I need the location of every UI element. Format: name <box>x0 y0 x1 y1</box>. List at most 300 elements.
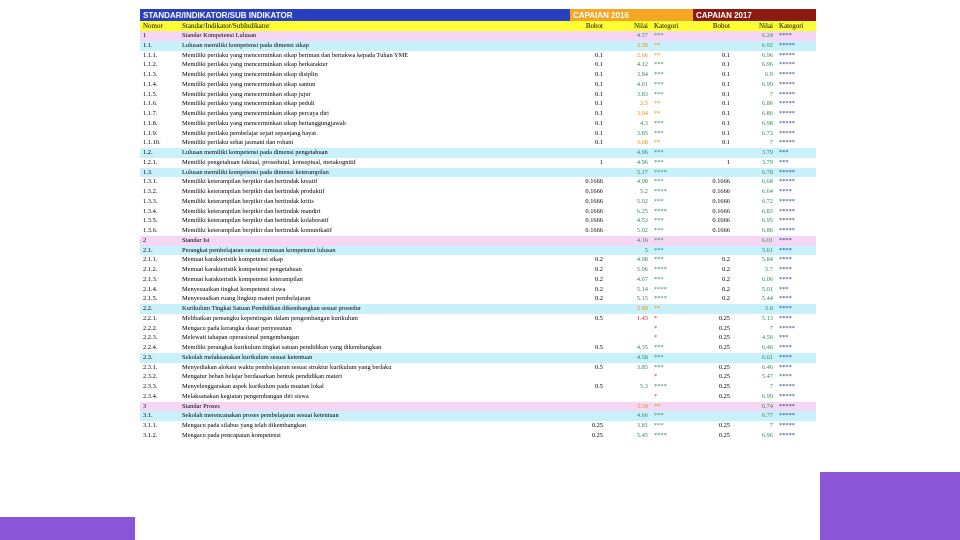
cell-bobot-2017 <box>693 304 733 314</box>
cell-kategori-2017: ***** <box>779 324 795 332</box>
cell-desc: Memiliki perilaku yang mencerminkan sikap santun <box>182 80 316 88</box>
cell-kategori-2016: *** <box>654 246 664 254</box>
cell-kategori-2017: ***** <box>779 110 795 117</box>
cell-nomor: 1.1.8. <box>143 119 158 127</box>
cell-kategori-2017: *** <box>779 158 789 166</box>
cell-desc: Kurikulum Tingkat Satuan Pendidikan dikembangkan sesuai prosedur <box>182 305 361 312</box>
cell-nomor: 1.1.4. <box>143 80 158 88</box>
cell-bobot-2017: 0.1666 <box>712 197 730 205</box>
cell-nilai-2017: 6.74 <box>761 402 773 410</box>
table-row <box>140 314 816 324</box>
table-row <box>140 421 816 431</box>
cell-nilai-2017: 7 <box>769 139 773 147</box>
cell-desc: Memiliki perilaku yang mencerminkan sikap percaya diri <box>182 110 329 117</box>
cell-bobot-2017: 0.1 <box>722 80 730 88</box>
cell-nilai-2017: 6.72 <box>761 197 773 205</box>
cell-nomor: 2.3.1. <box>143 363 158 371</box>
cell-kategori-2017: ***** <box>779 383 795 390</box>
cell-bobot-2016: 0.2 <box>595 256 603 264</box>
cell-nomor: 1.2.1. <box>143 158 158 166</box>
cell-nilai-2016: 4.53 <box>636 217 648 225</box>
cell-bobot-2017: 0.25 <box>718 363 730 371</box>
cell-kategori-2017: **** <box>779 32 792 39</box>
cell-nilai-2017: 6.86 <box>761 227 773 234</box>
cell-nomor: 3.1.1. <box>143 422 158 429</box>
cell-nilai-2017: 6.96 <box>761 431 773 439</box>
cell-nilai-2016: 4.12 <box>636 61 648 69</box>
cell-bobot-2016: 0.2 <box>595 275 603 283</box>
subheader-nilai-2017: Nilai <box>759 22 773 30</box>
cell-bobot-2017: 0.1666 <box>712 207 730 215</box>
cell-bobot-2017: 0.25 <box>718 324 730 332</box>
cell-bobot-2017 <box>693 402 733 412</box>
cell-desc: Standar Kompetensi Lulusan <box>182 32 257 39</box>
cell-nilai-2017: 6.98 <box>761 119 773 127</box>
cell-kategori-2017: **** <box>779 236 792 244</box>
cell-desc: Memiliki keterampilan berpikir dan bertindak kritis <box>182 197 314 205</box>
cell-nilai-2017: 6.92 <box>761 41 773 49</box>
cell-nilai-2017: 6.06 <box>761 275 773 283</box>
table-row <box>140 411 816 421</box>
cell-bobot-2016 <box>570 168 606 178</box>
table-row <box>140 216 816 226</box>
cell-kategori-2017: **** <box>779 188 792 195</box>
cell-bobot-2017 <box>693 236 733 246</box>
cell-nilai-2017: 6.46 <box>761 344 773 351</box>
cell-bobot-2016: 0.5 <box>595 363 603 371</box>
cell-nilai-2016: 4.01 <box>636 80 648 88</box>
cell-nilai-2017: 5.44 <box>761 295 773 303</box>
cell-nomor: 1.1. <box>143 41 153 49</box>
cell-nilai-2016: 5.02 <box>636 197 648 205</box>
cell-nilai-2016: 5.3 <box>640 383 648 390</box>
cell-desc: Memiliki perilaku yang mencerminkan sikap jujur <box>182 90 311 98</box>
cell-nilai-2017: 5.8 <box>765 305 773 312</box>
cell-kategori-2016: ** <box>654 305 661 312</box>
cell-nomor: 1.1.7. <box>143 110 158 117</box>
cell-bobot-2016: 0.1666 <box>585 197 603 205</box>
subheader-nilai-2016: Nilai <box>634 22 648 30</box>
cell-nilai-2017: 6.73 <box>761 129 773 137</box>
cell-bobot-2016 <box>570 411 606 421</box>
cell-desc: Melibatkan pemangku kepentingan dalam pengembangan kurikulum <box>182 314 358 322</box>
cell-nilai-2017: 6.64 <box>761 188 773 195</box>
cell-desc: Memuat karakteristik kompetensi sikap <box>182 256 283 264</box>
cell-bobot-2017: 0.2 <box>722 295 730 303</box>
cell-nilai-2017: 6.46 <box>761 363 773 371</box>
cell-kategori-2017: **** <box>779 373 792 381</box>
cell-nilai-2016: 3.58 <box>636 41 648 49</box>
cell-bobot-2017 <box>693 411 733 421</box>
cell-nilai-2016: 3.68 <box>636 139 648 147</box>
cell-kategori-2017: ***** <box>779 90 795 98</box>
subheader-bobot-2016: Bobot <box>585 22 603 30</box>
cell-nilai-2016: 4.57 <box>636 32 648 39</box>
cell-kategori-2017: **** <box>779 275 792 283</box>
cell-nilai-2016: 3.84 <box>636 71 648 78</box>
cell-kategori-2016: *** <box>654 217 664 225</box>
table-row <box>140 304 816 314</box>
cell-bobot-2016: 0.1 <box>595 119 603 127</box>
cell-kategori-2017: ***** <box>779 392 795 400</box>
cell-bobot-2017 <box>693 148 733 158</box>
cell-desc: Lulusan memiliki kompetensi pada dimensi sikap <box>182 41 309 49</box>
cell-kategori-2016: *** <box>654 71 664 78</box>
cell-kategori-2017: **** <box>779 344 792 351</box>
cell-kategori-2016: *** <box>654 344 664 351</box>
cell-bobot-2016 <box>570 333 606 343</box>
cell-nomor: 3 <box>143 402 147 410</box>
cell-kategori-2016: *** <box>654 90 664 98</box>
cell-kategori-2017: *** <box>779 334 789 342</box>
table-row <box>140 148 816 158</box>
cell-kategori-2016: **** <box>654 266 667 273</box>
cell-bobot-2016: 0.1 <box>595 71 603 78</box>
cell-bobot-2016 <box>570 236 606 246</box>
cell-kategori-2016: *** <box>654 363 664 371</box>
cell-kategori-2016: ** <box>654 110 661 117</box>
cell-desc: Melewati tahapan operasional pengembangan <box>182 334 299 342</box>
cell-bobot-2017: 0.1 <box>722 61 730 69</box>
cell-nilai-2016: 4.16 <box>636 236 648 244</box>
cell-nomor: 2 <box>143 236 147 244</box>
table-row <box>140 333 816 343</box>
table-row <box>140 275 816 285</box>
cell-kategori-2016: *** <box>654 32 664 39</box>
cell-kategori-2017: ***** <box>779 41 795 49</box>
cell-nomor: 2.3.4. <box>143 392 158 400</box>
cell-nomor: 1 <box>143 32 147 39</box>
cell-kategori-2017: **** <box>779 363 792 371</box>
cell-nilai-2016: 6.25 <box>636 207 648 215</box>
table-header-main <box>140 9 816 21</box>
cell-bobot-2016: 0.2 <box>595 285 603 293</box>
cell-nilai-2017: 3.79 <box>761 149 773 156</box>
cell-bobot-2016: 0.1666 <box>585 207 603 215</box>
cell-desc: Memiliki keterampilan berpikir dan bertindak produktif <box>182 188 325 195</box>
cell-bobot-2016 <box>570 148 606 158</box>
cell-kategori-2017: ***** <box>779 402 795 410</box>
cell-nilai-2017: 6.83 <box>761 207 773 215</box>
cell-bobot-2016 <box>570 392 606 402</box>
table-row <box>140 158 816 168</box>
cell-nilai-2017: 5.84 <box>761 256 773 264</box>
cell-nomor: 2.2.4. <box>143 344 158 351</box>
cell-bobot-2016: 0.2 <box>595 295 603 303</box>
cell-nilai-2017: 7 <box>769 324 773 332</box>
cell-kategori-2017: **** <box>779 353 792 361</box>
cell-bobot-2016: 0.1 <box>595 139 603 147</box>
cell-kategori-2016: **** <box>654 295 667 303</box>
cell-bobot-2017: 0.1 <box>722 51 730 59</box>
cell-desc: Mengacu pada silabus yang telah dikembangkan <box>182 422 307 429</box>
cell-nomor: 1.1.1. <box>143 51 158 59</box>
table-row <box>140 382 816 392</box>
table-row <box>140 138 816 148</box>
cell-bobot-2016 <box>570 246 606 256</box>
table-row <box>140 187 816 197</box>
cell-kategori-2016: ** <box>654 51 661 59</box>
cell-bobot-2017 <box>693 168 733 178</box>
table-row <box>140 41 816 51</box>
cell-bobot-2017: 0.1 <box>722 71 730 78</box>
cell-nilai-2016: 1.43 <box>636 314 648 322</box>
cell-desc: Memiliki keterampilan berpikir dan bertindak mandiri <box>182 207 321 215</box>
cell-bobot-2016: 0.2 <box>595 266 603 273</box>
table-row <box>140 129 816 139</box>
cell-desc: Memiliki keterampilan berpikir dan bertindak komunikatif <box>182 227 332 234</box>
table-row <box>140 236 816 246</box>
cell-kategori-2016: * <box>654 334 658 342</box>
cell-nilai-2016: 3.83 <box>636 90 648 98</box>
cell-kategori-2017: *** <box>779 285 789 293</box>
cell-desc: Lulusan memiliki kompetensi pada dimensi pengetahuan <box>182 149 328 156</box>
cell-nilai-2017: 6.86 <box>761 110 773 117</box>
table-row <box>140 109 816 119</box>
cell-nilai-2016 <box>606 333 651 343</box>
cell-kategori-2017: ***** <box>779 178 795 186</box>
cell-bobot-2017 <box>693 353 733 363</box>
table-row <box>140 226 816 236</box>
cell-nomor: 2.3. <box>143 353 153 361</box>
cell-nilai-2016: 4.96 <box>636 158 648 166</box>
cell-nilai-2017: 7 <box>769 90 773 98</box>
cell-bobot-2017: 0.2 <box>722 266 730 273</box>
cell-nilai-2016: 5 <box>644 246 648 254</box>
cell-kategori-2016: *** <box>654 149 664 156</box>
cell-nilai-2016: 5.02 <box>636 227 648 234</box>
cell-nomor: 1.1.6. <box>143 100 158 108</box>
cell-nomor: 2.2.2. <box>143 324 158 332</box>
cell-nilai-2017: 5.13 <box>761 314 773 322</box>
cell-nilai-2017: 6.24 <box>761 32 773 39</box>
cell-desc: Mengacu pada pencapaian kompetensi <box>182 431 281 439</box>
cell-nomor: 2.3.2. <box>143 373 158 381</box>
cell-desc: Mengatur beban belajar berdasarkan bentuk pendidikan materi <box>182 373 343 381</box>
cell-desc: Melaksanakan kegiatan pengembangan diri siswa <box>182 392 309 400</box>
cell-bobot-2017: 0.1 <box>722 139 730 147</box>
table-row <box>140 363 816 373</box>
cell-desc: Mengacu pada kerangka dasar penyusunan <box>182 324 292 332</box>
cell-nilai-2016: 2.89 <box>636 305 648 312</box>
cell-desc: Memiliki perilaku yang mencerminkan sikap disiplin <box>182 71 318 78</box>
cell-nilai-2017: 7 <box>769 383 773 390</box>
cell-nilai-2017: 5.7 <box>765 266 773 273</box>
cell-desc: Menyesuaikan tingkat kompetensi siswa <box>182 285 286 293</box>
cell-desc: Menyediakan alokasi waktu pembelajaran sesuai struktur kurikulum yang berlaku <box>182 363 392 371</box>
cell-nilai-2016: 5.17 <box>636 168 648 176</box>
cell-desc: Memuat karakteristik kompetensi keterampilan <box>182 275 303 283</box>
cell-kategori-2017: ***** <box>779 139 795 147</box>
cell-nomor: 2.3.3. <box>143 383 158 390</box>
cell-bobot-2016: 0.25 <box>591 422 603 429</box>
cell-kategori-2017: ***** <box>779 217 795 225</box>
cell-bobot-2016 <box>570 31 606 41</box>
cell-kategori-2016: *** <box>654 236 664 244</box>
cell-nilai-2017: 6.78 <box>761 168 773 176</box>
cell-desc: Memiliki perangkat kurikulum tingkat satuan pendidikan yang dikembangkan <box>182 344 382 351</box>
cell-desc: Standar Isi <box>182 236 210 244</box>
cell-bobot-2016: 1 <box>599 158 603 166</box>
table-row <box>140 431 816 441</box>
cell-bobot-2016 <box>570 324 606 334</box>
cell-nomor: 3.1. <box>143 412 153 420</box>
cell-desc: Menyesuaikan ruang lingkup materi pembelajaran <box>182 295 311 303</box>
cell-nomor: 1.3.5. <box>143 217 158 225</box>
decor-purple-block-left <box>0 517 135 540</box>
cell-nilai-2017: 7 <box>769 422 773 429</box>
cell-bobot-2016 <box>570 41 606 51</box>
cell-desc: Memiliki perilaku pembelajar sejati sepanjang hayat <box>182 129 316 137</box>
cell-kategori-2017: **** <box>779 246 792 254</box>
cell-nomor: 1.1.5. <box>143 90 158 98</box>
cell-bobot-2017: 0.2 <box>722 275 730 283</box>
cell-nilai-2017: 5.01 <box>761 285 773 293</box>
cell-kategori-2016: *** <box>654 275 664 283</box>
cell-kategori-2017: ***** <box>779 422 795 429</box>
cell-nilai-2017: 3.79 <box>761 158 773 166</box>
cell-bobot-2017: 0.25 <box>718 422 730 429</box>
cell-nilai-2016 <box>606 324 651 334</box>
cell-kategori-2017: **** <box>779 305 792 312</box>
cell-nilai-2016: 4.3 <box>640 119 648 127</box>
table-row <box>140 80 816 90</box>
cell-bobot-2017: 0.1 <box>722 100 730 108</box>
cell-kategori-2016: *** <box>654 227 664 234</box>
cell-nomor: 2.1.5. <box>143 295 158 303</box>
cell-kategori-2016: *** <box>654 119 664 127</box>
cell-kategori-2016: *** <box>654 422 664 429</box>
cell-nilai-2017: 4.56 <box>761 334 773 342</box>
cell-nilai-2017: 6.9 <box>765 71 773 78</box>
cell-nilai-2016: 5.06 <box>636 266 648 273</box>
cell-kategori-2017: ***** <box>779 412 795 420</box>
cell-bobot-2016 <box>570 304 606 314</box>
table-row <box>140 285 816 295</box>
cell-nilai-2017: 5.47 <box>761 373 773 381</box>
table-row <box>140 372 816 382</box>
cell-desc: Perangkat pembelajaran sesuai rumusan kompetensi lulusan <box>182 246 336 254</box>
cell-bobot-2017: 0.2 <box>722 285 730 293</box>
cell-nilai-2017: 6.68 <box>761 178 773 186</box>
cell-nilai-2017: 6.61 <box>761 353 773 361</box>
cell-kategori-2017: ***** <box>779 129 795 137</box>
table-row <box>140 265 816 275</box>
cell-nilai-2016 <box>606 372 651 382</box>
cell-desc: Standar Proses <box>182 402 220 410</box>
table-row <box>140 177 816 187</box>
cell-kategori-2016: * <box>654 373 658 381</box>
table-row <box>140 246 816 256</box>
cell-nomor: 1.1.10. <box>143 139 161 147</box>
cell-bobot-2016: 0.1 <box>595 90 603 98</box>
cell-desc: Memuat karakteristik kompetensi pengetahuan <box>182 266 302 273</box>
cell-kategori-2017: **** <box>779 256 792 264</box>
cell-bobot-2017: 0.1 <box>722 129 730 137</box>
cell-nomor: 2.1. <box>143 246 153 254</box>
cell-kategori-2016: **** <box>654 285 667 293</box>
cell-kategori-2016: *** <box>654 197 664 205</box>
cell-kategori-2016: ** <box>654 402 661 410</box>
cell-bobot-2017: 0.1666 <box>712 188 730 195</box>
cell-bobot-2017: 0.1666 <box>712 178 730 186</box>
cell-kategori-2016: **** <box>654 188 667 195</box>
cell-kategori-2016: *** <box>654 412 664 420</box>
cell-kategori-2017: ***** <box>779 168 795 176</box>
cell-kategori-2016: ** <box>654 41 661 49</box>
cell-desc: Memiliki pengetahuan faktual, prosedural, konseptual, metakognitif <box>182 158 356 166</box>
cell-nilai-2016 <box>606 392 651 402</box>
cell-bobot-2017: 1 <box>726 158 730 166</box>
table-row <box>140 392 816 402</box>
cell-nomor: 1.1.2. <box>143 61 158 69</box>
cell-kategori-2017: ***** <box>779 119 795 127</box>
cell-nilai-2016: 5.45 <box>636 431 648 439</box>
cell-nomor: 2.1.3. <box>143 275 158 283</box>
cell-bobot-2017: 0.1666 <box>712 217 730 225</box>
cell-nomor: 3.1.2. <box>143 431 158 439</box>
cell-bobot-2017: 0.25 <box>718 373 730 381</box>
cell-desc: Lulusan memiliki kompetensi pada dimensi keterampilan <box>182 168 329 176</box>
cell-desc: Memiliki perilaku sehat jasmani dan rohani <box>182 139 294 147</box>
cell-desc: Memiliki keterampilan berpikir dan bertindak kreatif <box>182 178 318 186</box>
cell-kategori-2017: ***** <box>779 80 795 88</box>
cell-kategori-2016: * <box>654 392 658 400</box>
cell-nilai-2017: 6.01 <box>761 236 773 244</box>
cell-nilai-2017: 5.61 <box>761 246 773 254</box>
table-row <box>140 402 816 412</box>
cell-desc: Memiliki perilaku yang mencerminkan sikap beriman dan bertakwa kepada Tuhan YME <box>182 51 409 59</box>
cell-nomor: 1.3.4. <box>143 207 158 215</box>
cell-nilai-2016: 4.98 <box>636 178 648 186</box>
cell-bobot-2017 <box>693 246 733 256</box>
cell-nomor: 1.3.1. <box>143 178 158 186</box>
cell-bobot-2017: 0.25 <box>718 314 730 322</box>
cell-desc: Memiliki perilaku yang mencerminkan sikap bertanggungjawab <box>182 119 346 127</box>
cell-bobot-2017: 0.1 <box>722 90 730 98</box>
cell-nilai-2016: 4.67 <box>636 275 648 283</box>
cell-nilai-2017: 6.95 <box>761 217 773 225</box>
table-row <box>140 197 816 207</box>
cell-nilai-2017: 6.99 <box>761 80 773 88</box>
cell-kategori-2016: ** <box>654 100 661 108</box>
cell-nilai-2017: 6.96 <box>761 61 773 69</box>
cell-nomor: 2.2.3. <box>143 334 158 342</box>
cell-bobot-2017: 0.1 <box>722 119 730 127</box>
cell-bobot-2017: 0.25 <box>718 431 730 439</box>
header-capaian-2017: CAPAIAN 2017 <box>693 9 816 21</box>
cell-kategori-2017: ***** <box>779 227 795 234</box>
cell-nilai-2017: 6.86 <box>761 100 773 108</box>
cell-nilai-2016: 3.85 <box>636 363 648 371</box>
cell-nomor: 1.1.9. <box>143 129 158 137</box>
cell-bobot-2016: 0.1 <box>595 61 603 69</box>
cell-kategori-2016: *** <box>654 158 664 166</box>
cell-nomor: 2.1.1. <box>143 256 158 264</box>
cell-bobot-2016: 0.5 <box>595 314 603 322</box>
cell-nilai-2017: 6.96 <box>761 51 773 59</box>
cell-bobot-2017: 0.25 <box>718 344 730 351</box>
cell-kategori-2016: * <box>654 314 658 322</box>
table-row <box>140 324 816 334</box>
cell-bobot-2016: 0.5 <box>595 383 603 390</box>
table-row <box>140 90 816 100</box>
cell-bobot-2016: 0.1 <box>595 100 603 108</box>
cell-kategori-2017: ***** <box>779 197 795 205</box>
cell-nilai-2016: 4.98 <box>636 256 648 264</box>
table-row <box>140 168 816 178</box>
cell-bobot-2016: 0.1666 <box>585 217 603 225</box>
